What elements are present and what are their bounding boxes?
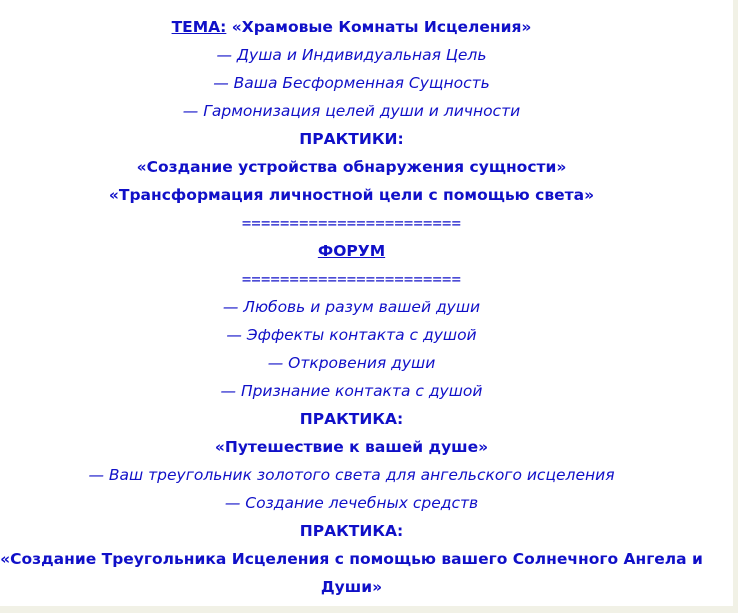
practice-title: «Трансформация личностной цели с помощью света» <box>108 186 595 204</box>
forum-item: — Откровения души <box>267 354 436 372</box>
practice-item: — Ваш треугольник золотого света для ангельского исцеления <box>88 466 615 484</box>
practices-heading: ПРАКТИКИ: <box>299 130 404 148</box>
separator: ======================= <box>241 214 462 232</box>
program-text <box>0 13 703 601</box>
forum-item: — Признание контакта с душой <box>220 382 483 400</box>
practice-heading: ПРАКТИКА: <box>299 410 404 428</box>
practice-title: «Путешествие к вашей душе» <box>214 438 489 456</box>
practice-heading: ПРАКТИКА: <box>299 522 404 540</box>
practice-title: «Создание устройства обнаружения сущности» <box>136 158 567 176</box>
topic-line <box>0 13 703 41</box>
forum-link[interactable]: ФОРУМ <box>317 242 386 260</box>
topic-link[interactable]: ТЕМА: <box>171 18 227 36</box>
topic-title: «Храмовые Комнаты Исцеления» <box>231 18 532 36</box>
forum-item: — Любовь и разум вашей души <box>222 298 481 316</box>
separator: ======================= <box>241 270 462 288</box>
practice-title: «Создание Треугольника Исцеления с помощью вашего Солнечного Ангела и Души» <box>0 550 703 596</box>
topic-item: — Душа и Индивидуальная Цель <box>216 46 487 64</box>
practice-item: — Создание лечебных средств <box>224 494 479 512</box>
forum-item: — Эффекты контакта с душой <box>226 326 477 344</box>
topic-item: — Ваша Бесформенная Сущность <box>213 74 490 92</box>
topic-item: — Гармонизация целей души и личности <box>182 102 521 120</box>
